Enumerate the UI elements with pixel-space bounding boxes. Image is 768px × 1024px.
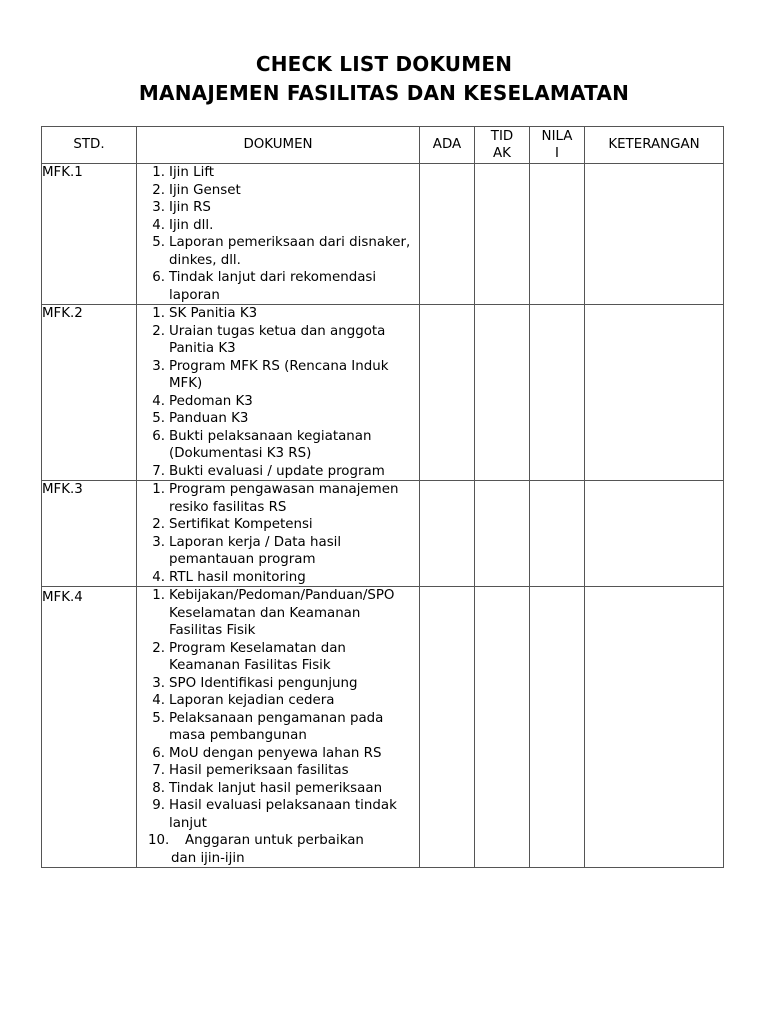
dokumen-cell <box>137 481 420 587</box>
list-item: 4. Ijin dll. <box>152 217 214 233</box>
nilai-cell[interactable] <box>530 587 585 868</box>
document-title-line2: MANAJEMEN FASILITAS DAN KESELAMATAN <box>138 81 630 105</box>
list-item: 8. Tindak lanjut hasil pemeriksaan <box>152 780 383 796</box>
header-std: STD. <box>42 127 137 164</box>
keterangan-cell[interactable] <box>585 481 724 587</box>
document-title-line1: CHECK LIST DOKUMEN <box>255 52 513 76</box>
header-nilai-line1: NILA <box>541 129 573 144</box>
keterangan-cell[interactable] <box>585 164 724 305</box>
dokumen-cell <box>137 164 420 305</box>
ada-cell[interactable] <box>420 305 475 481</box>
nilai-cell[interactable] <box>530 305 585 481</box>
dokumen-cell <box>137 587 420 868</box>
ada-cell[interactable] <box>420 587 475 868</box>
tidak-cell[interactable] <box>475 305 530 481</box>
ada-cell[interactable] <box>420 481 475 587</box>
list-item: 3. Program MFK RS (Rencana Induk MFK) <box>152 358 389 391</box>
list-item: 5. Laporan pemeriksaan dari disnaker, dinkes, dll. <box>152 235 411 268</box>
tidak-cell[interactable] <box>475 587 530 868</box>
header-nilai <box>530 127 585 164</box>
list-item: 6. MoU dengan penyewa lahan RS <box>152 745 382 761</box>
list-item: 2. Ijin Genset <box>152 182 241 198</box>
document-list <box>137 164 419 304</box>
table-row <box>42 164 724 305</box>
keterangan-cell[interactable] <box>585 305 724 481</box>
list-item: 6. Tindak lanjut dari rekomendasi laporan <box>152 270 377 303</box>
list-item: 2. Uraian tugas ketua dan anggota Panitia K3 <box>152 323 386 356</box>
dokumen-cell <box>137 305 420 481</box>
header-tidak <box>475 127 530 164</box>
document-list <box>137 587 419 867</box>
document-list <box>137 305 419 480</box>
header-tidak-line1: TID <box>490 129 514 144</box>
list-item: 5. Pelaksanaan pengamanan pada masa pembangunan <box>152 710 384 743</box>
table-row <box>42 305 724 481</box>
list-item: 3. Ijin RS <box>152 200 211 215</box>
table-row <box>42 587 724 868</box>
list-item: 5. Panduan K3 <box>152 411 249 426</box>
list-item: 7. Bukti evaluasi / update program <box>152 463 385 479</box>
list-item: 7. Hasil pemeriksaan fasilitas <box>152 763 349 778</box>
nilai-cell[interactable] <box>530 164 585 305</box>
header-tidak-line2: AK <box>493 146 511 161</box>
list-item: 2. Sertifikat Kompetensi <box>152 517 313 532</box>
std-cell: MFK.4 <box>42 587 137 868</box>
header-row <box>42 127 724 164</box>
list-item: 4. Laporan kejadian cedera <box>152 693 335 708</box>
tidak-cell[interactable] <box>475 481 530 587</box>
list-item: 3. SPO Identifikasi pengunjung <box>152 675 358 691</box>
list-item: 4. Pedoman K3 <box>152 393 253 409</box>
tidak-cell[interactable] <box>475 164 530 305</box>
document-list <box>137 481 419 586</box>
list-item: 9. Hasil evaluasi pelaksanaan tindak lanjut <box>152 798 397 831</box>
header-nilai-line2: I <box>555 146 559 161</box>
checklist-table <box>41 126 724 868</box>
header-dokumen: DOKUMEN <box>137 127 420 164</box>
keterangan-cell[interactable] <box>585 587 724 868</box>
list-item: 1. SK Panitia K3 <box>152 306 258 321</box>
list-item: 1. Ijin Lift <box>152 165 215 180</box>
list-item: 2. Program Keselamatan dan Keamanan Fasilitas Fisik <box>152 640 346 673</box>
std-cell: MFK.1 <box>42 164 137 305</box>
list-item: 6. Bukti pelaksanaan kegiatanan (Dokumentasi K3 RS) <box>152 428 372 461</box>
header-ada: ADA <box>420 127 475 164</box>
list-item: 3. Laporan kerja / Data hasil pemantauan program <box>152 534 342 567</box>
table-row <box>42 481 724 587</box>
list-item: 1. Kebijakan/Pedoman/Panduan/SPO Keselamatan dan Keamanan Fasilitas Fisik <box>152 588 395 638</box>
ada-cell[interactable] <box>420 164 475 305</box>
list-item: 1. Program pengawasan manajemen resiko fasilitas RS <box>152 482 399 515</box>
header-keterangan: KETERANGAN <box>585 127 724 164</box>
nilai-cell[interactable] <box>530 481 585 587</box>
std-cell: MFK.2 <box>42 305 137 481</box>
list-item: 10. Anggaran untuk perbaikan dan ijin-ijin <box>148 833 364 866</box>
list-item: 4. RTL hasil monitoring <box>152 569 306 585</box>
std-cell: MFK.3 <box>42 481 137 587</box>
